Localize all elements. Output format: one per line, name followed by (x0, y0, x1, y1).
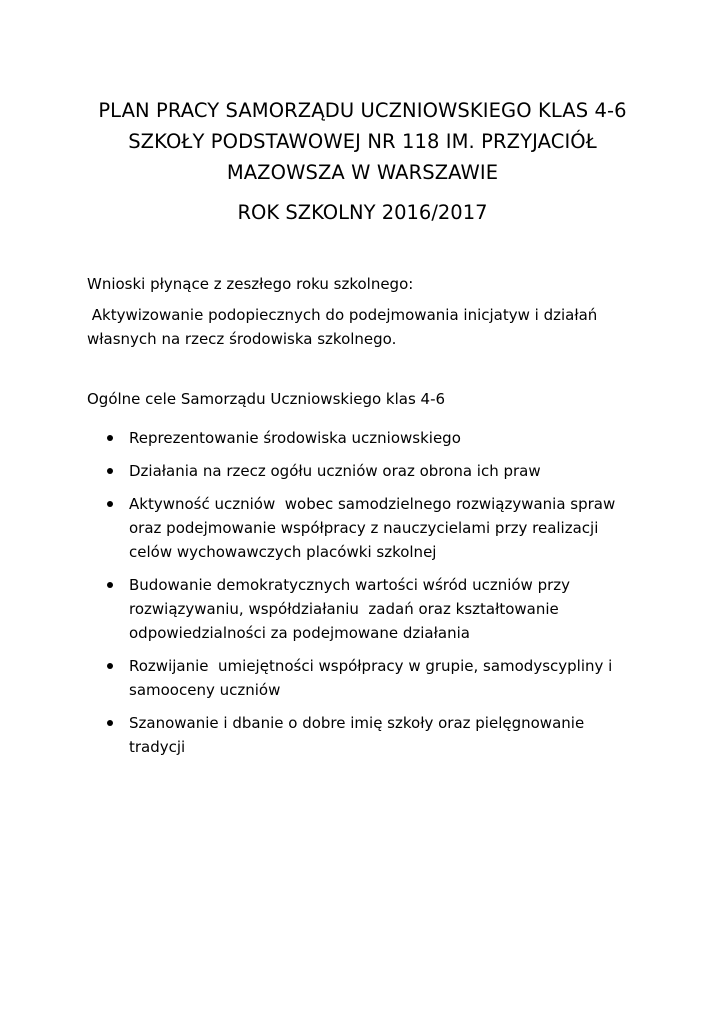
bullet-icon (107, 468, 113, 474)
bullet-icon (107, 501, 113, 507)
bullet-icon (107, 582, 113, 588)
conclusions-heading: Wnioski płynące z zeszłego roku szkolnego: (87, 275, 414, 293)
document-title (60, 95, 665, 188)
goals-heading: Ogólne cele Samorządu Uczniowskiego klas 4-6 (87, 390, 446, 408)
goals-list (104, 426, 615, 768)
conclusions-body (87, 303, 597, 351)
goal-line: rozwiązywaniu, współdziałaniu zadań oraz kształtowanie (129, 600, 559, 618)
title-line: MAZOWSZA W WARSZAWIE (226, 161, 499, 184)
goal-line: Szanowanie i dbanie o dobre imię szkoły oraz pielęgnowanie (129, 714, 585, 732)
goal-line: tradycji (129, 738, 186, 756)
goal-item (104, 654, 615, 702)
bullet-icon (107, 663, 113, 669)
goal-item (104, 426, 615, 450)
goal-line: samooceny uczniów (129, 681, 281, 699)
goal-item (104, 492, 615, 564)
goal-item (104, 459, 615, 483)
goal-item (104, 573, 615, 645)
bullet-icon (107, 720, 113, 726)
goal-line: celów wychowawczych placówki szkolnej (129, 543, 437, 561)
conclusions-line: Aktywizowanie podopiecznych do podejmowania inicjatyw i działań (87, 306, 598, 324)
goal-line: oraz podejmowanie współpracy z nauczycielami przy realizacji (129, 519, 599, 537)
goal-line: Budowanie demokratycznych wartości wśród uczniów przy (129, 576, 571, 594)
school-year: ROK SZKOLNY 2016/2017 (237, 201, 488, 224)
title-line: PLAN PRACY SAMORZĄDU UCZNIOWSKIEGO KLAS 4-6 (98, 99, 627, 122)
goal-line: Działania na rzecz ogółu uczniów oraz obrona ich praw (129, 462, 541, 480)
goal-line: Reprezentowanie środowiska uczniowskiego (129, 429, 461, 447)
goal-line: Rozwijanie umiejętności współpracy w grupie, samodyscypliny i (129, 657, 613, 675)
goal-item (104, 711, 615, 759)
conclusions-line: własnych na rzecz środowiska szkolnego. (87, 330, 397, 348)
goal-line: Aktywność uczniów wobec samodzielnego rozwiązywania spraw (129, 495, 616, 513)
goal-line: odpowiedzialności za podejmowane działania (129, 624, 470, 642)
title-line: SZKOŁY PODSTAWOWEJ NR 118 IM. PRZYJACIÓŁ (128, 130, 597, 153)
bullet-icon (107, 435, 113, 441)
